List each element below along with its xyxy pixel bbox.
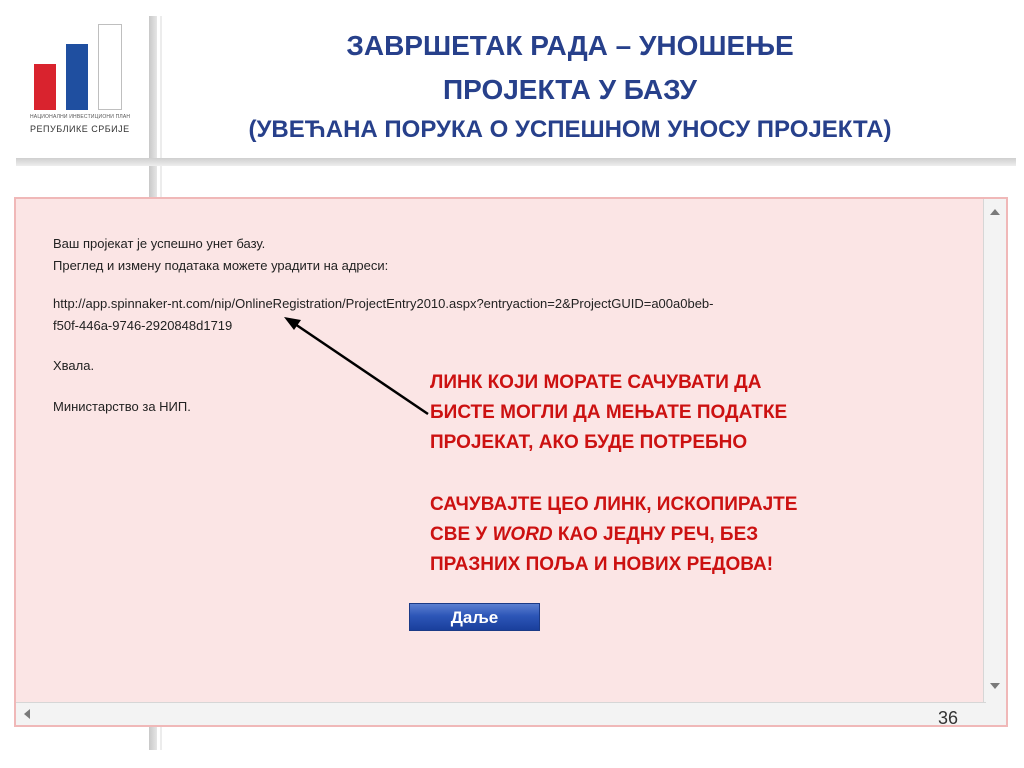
- callout-line5-post: КАО ЈЕДНУ РЕЧ, БЕЗ: [552, 524, 759, 545]
- next-button[interactable]: Даље: [409, 603, 540, 631]
- project-link-line2[interactable]: f50f-446a-9746-2920848d1719: [53, 318, 233, 333]
- logo-small-text: НАЦИОНАЛНИ ИНВЕСТИЦИОНИ ПЛАН: [30, 114, 131, 120]
- slide-title-line1: ЗАВРШЕТАК РАДА – УНОШЕЊЕ: [346, 30, 794, 61]
- callout-line5-pre: СВЕ У: [430, 524, 493, 545]
- instructions-text: Преглед и измену података можете урадити на адреси:: [53, 258, 389, 273]
- slide-title-line2: ПРОЈЕКТА У БАЗУ: [443, 74, 697, 105]
- logo-big-text: РЕПУБЛИКЕ СРБИЈЕ: [30, 124, 130, 134]
- callout-line2: БИСТЕ МОГЛИ ДА МЕЊАТЕ ПОДАТКЕ: [430, 402, 788, 423]
- callout-line1: ЛИНК КОЈИ МОРАТЕ САЧУВАТИ ДА: [430, 372, 762, 393]
- project-link-line1[interactable]: http://app.spinnaker-nt.com/nip/OnlineRegistration/ProjectEntry2010.aspx?entryaction=2&ProjectGUID=a00a0beb-: [53, 296, 714, 311]
- callout-line4: САЧУВАЈТЕ ЦЕО ЛИНК, ИСКОПИРАЈТЕ: [430, 494, 798, 515]
- callout-line5: [430, 520, 758, 550]
- success-message: Ваш пројекат је успешно унет базу.: [53, 236, 266, 251]
- thanks-text: Хвала.: [53, 358, 95, 373]
- signature-text: Министарство за НИП.: [53, 399, 191, 414]
- callout-line3: ПРОЈЕКАТ, АКО БУДЕ ПОТРЕБНО: [430, 432, 748, 453]
- callout-word: WORD: [492, 524, 553, 545]
- slide-subtitle: (УВЕЋАНА ПОРУКА О УСПЕШНОМ УНОСУ ПРОЈЕКТА): [248, 116, 892, 143]
- page-number: 36: [938, 708, 959, 728]
- callout-line6: ПРАЗНИХ ПОЉА И НОВИХ РЕДОВА!: [430, 554, 774, 575]
